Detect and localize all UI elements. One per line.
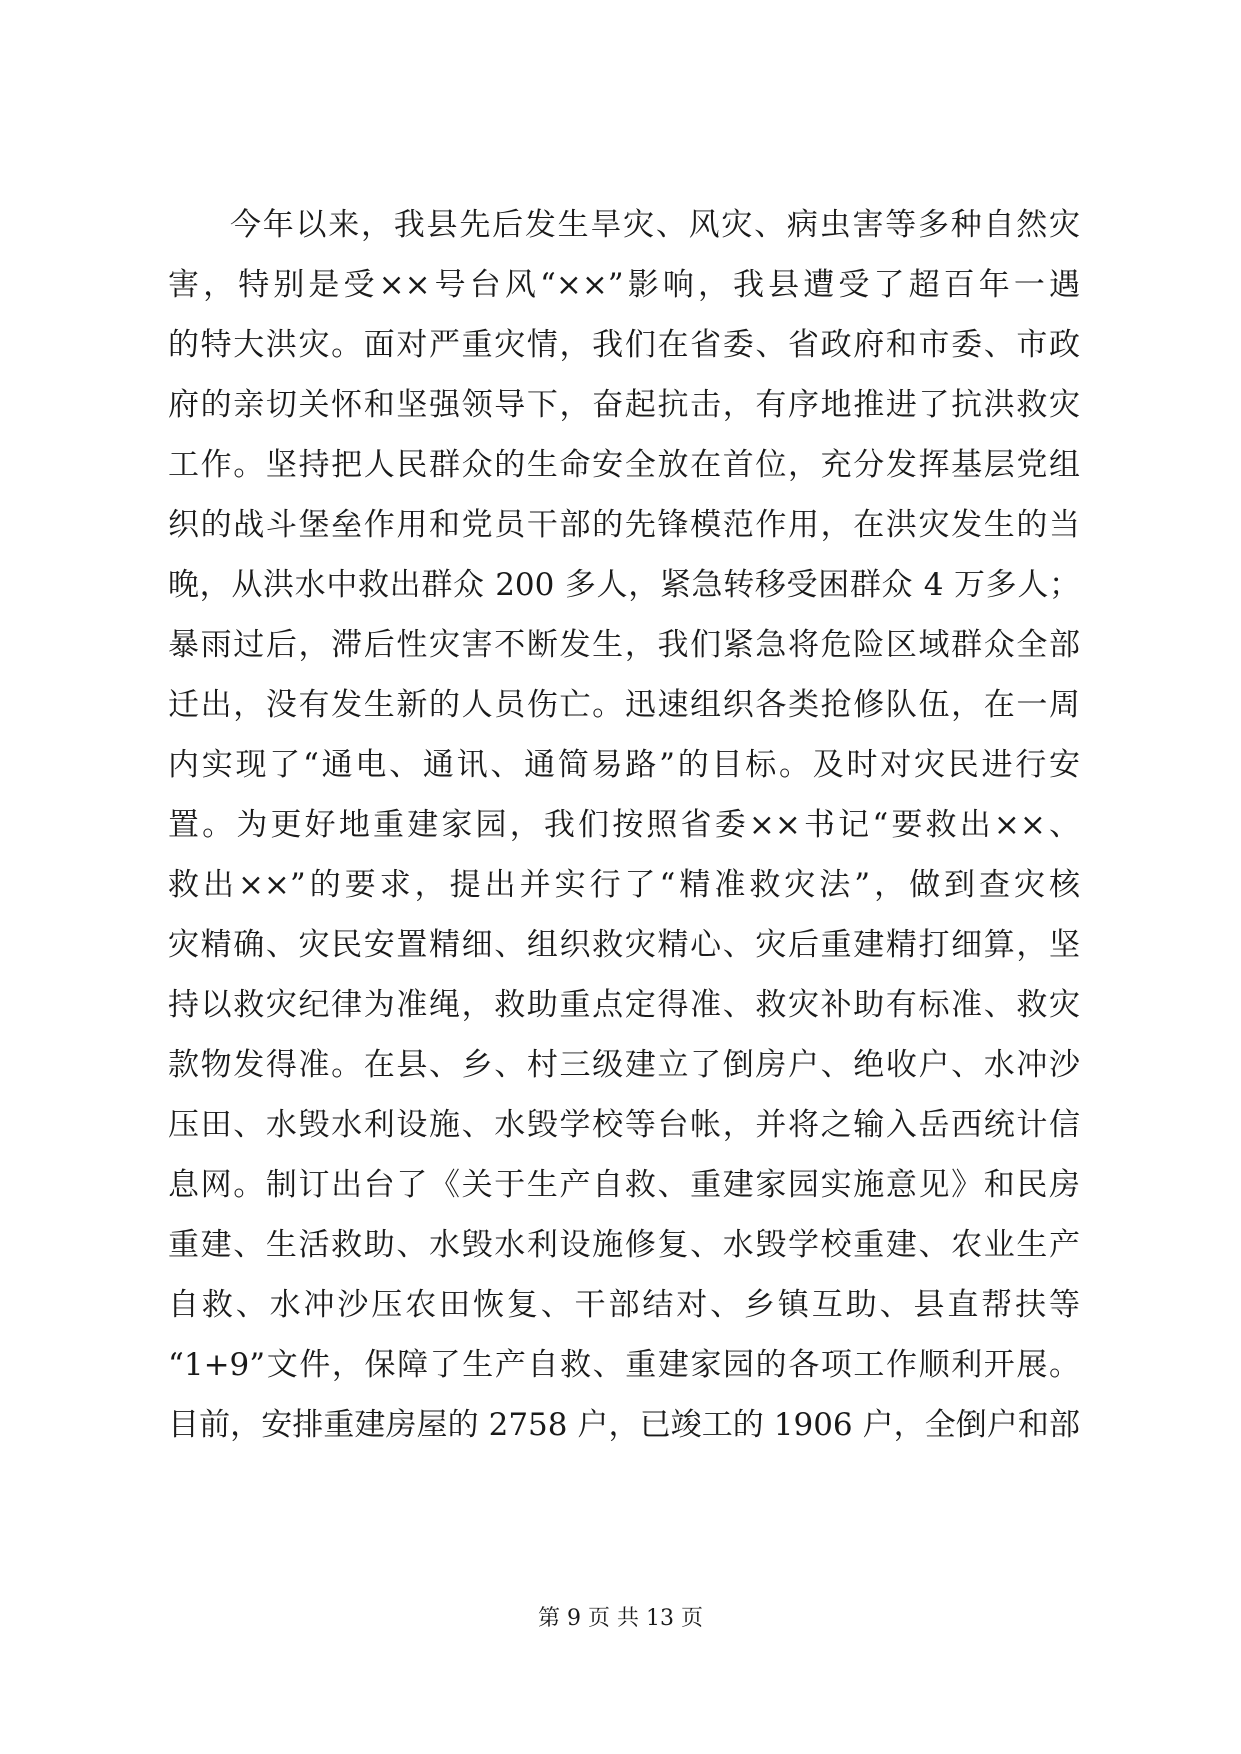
paragraph-line-1: 今年以来，我县先后发生旱灾、风灾、病虫害等多种自然灾 bbox=[230, 207, 1080, 243]
paragraph-line-5: 工作。坚持把人民群众的生命安全放在首位，充分发挥基层党组 bbox=[168, 447, 1080, 483]
paragraph-line-9: 迁出，没有发生新的人员伤亡。迅速组织各类抢修队伍，在一周 bbox=[168, 687, 1080, 723]
page-number-footer: 第 9 页 共 13 页 bbox=[538, 1606, 703, 1631]
paragraph-line-2: 害，特别是受××号台风“××”影响，我县遭受了超百年一遇 bbox=[168, 267, 1080, 303]
paragraph-line-21: 目前，安排重建房屋的 2758 户，已竣工的 1906 户，全倒户和部 bbox=[168, 1407, 1080, 1443]
paragraph-line-13: 灾精确、灾民安置精细、组织救灾精心、灾后重建精打细算，坚 bbox=[168, 927, 1080, 963]
paragraph-line-3: 的特大洪灾。面对严重灾情，我们在省委、省政府和市委、市政 bbox=[168, 327, 1080, 363]
paragraph-line-15: 款物发得准。在县、乡、村三级建立了倒房户、绝收户、水冲沙 bbox=[168, 1047, 1080, 1083]
paragraph-line-19: 自救、水冲沙压农田恢复、干部结对、乡镇互助、县直帮扶等 bbox=[168, 1287, 1080, 1323]
paragraph-line-17: 息网。制订出台了《关于生产自救、重建家园实施意见》和民房 bbox=[168, 1167, 1080, 1203]
paragraph-line-11: 置。为更好地重建家园，我们按照省委××书记“要救出××、 bbox=[168, 807, 1080, 843]
paragraph-line-16: 压田、水毁水利设施、水毁学校等台帐，并将之输入岳西统计信 bbox=[168, 1107, 1080, 1143]
paragraph-line-7: 晚，从洪水中救出群众 200 多人，紧急转移受困群众 4 万多人； bbox=[168, 567, 1080, 603]
paragraph-line-12: 救出××”的要求，提出并实行了“精准救灾法”，做到查灾核 bbox=[168, 867, 1080, 903]
paragraph-line-20: “1+9”文件，保障了生产自救、重建家园的各项工作顺利开展。 bbox=[168, 1347, 1080, 1383]
paragraph-line-4: 府的亲切关怀和坚强领导下，奋起抗击，有序地推进了抗洪救灾 bbox=[168, 387, 1080, 423]
paragraph-line-6: 织的战斗堡垒作用和党员干部的先锋模范作用，在洪灾发生的当 bbox=[168, 507, 1080, 543]
paragraph-line-14: 持以救灾纪律为准绳，救助重点定得准、救灾补助有标准、救灾 bbox=[168, 987, 1080, 1023]
paragraph-line-18: 重建、生活救助、水毁水利设施修复、水毁学校重建、农业生产 bbox=[168, 1227, 1080, 1263]
paragraph-line-8: 暴雨过后，滞后性灾害不断发生，我们紧急将危险区域群众全部 bbox=[168, 627, 1080, 663]
paragraph-line-10: 内实现了“通电、通讯、通简易路”的目标。及时对灾民进行安 bbox=[168, 747, 1080, 783]
